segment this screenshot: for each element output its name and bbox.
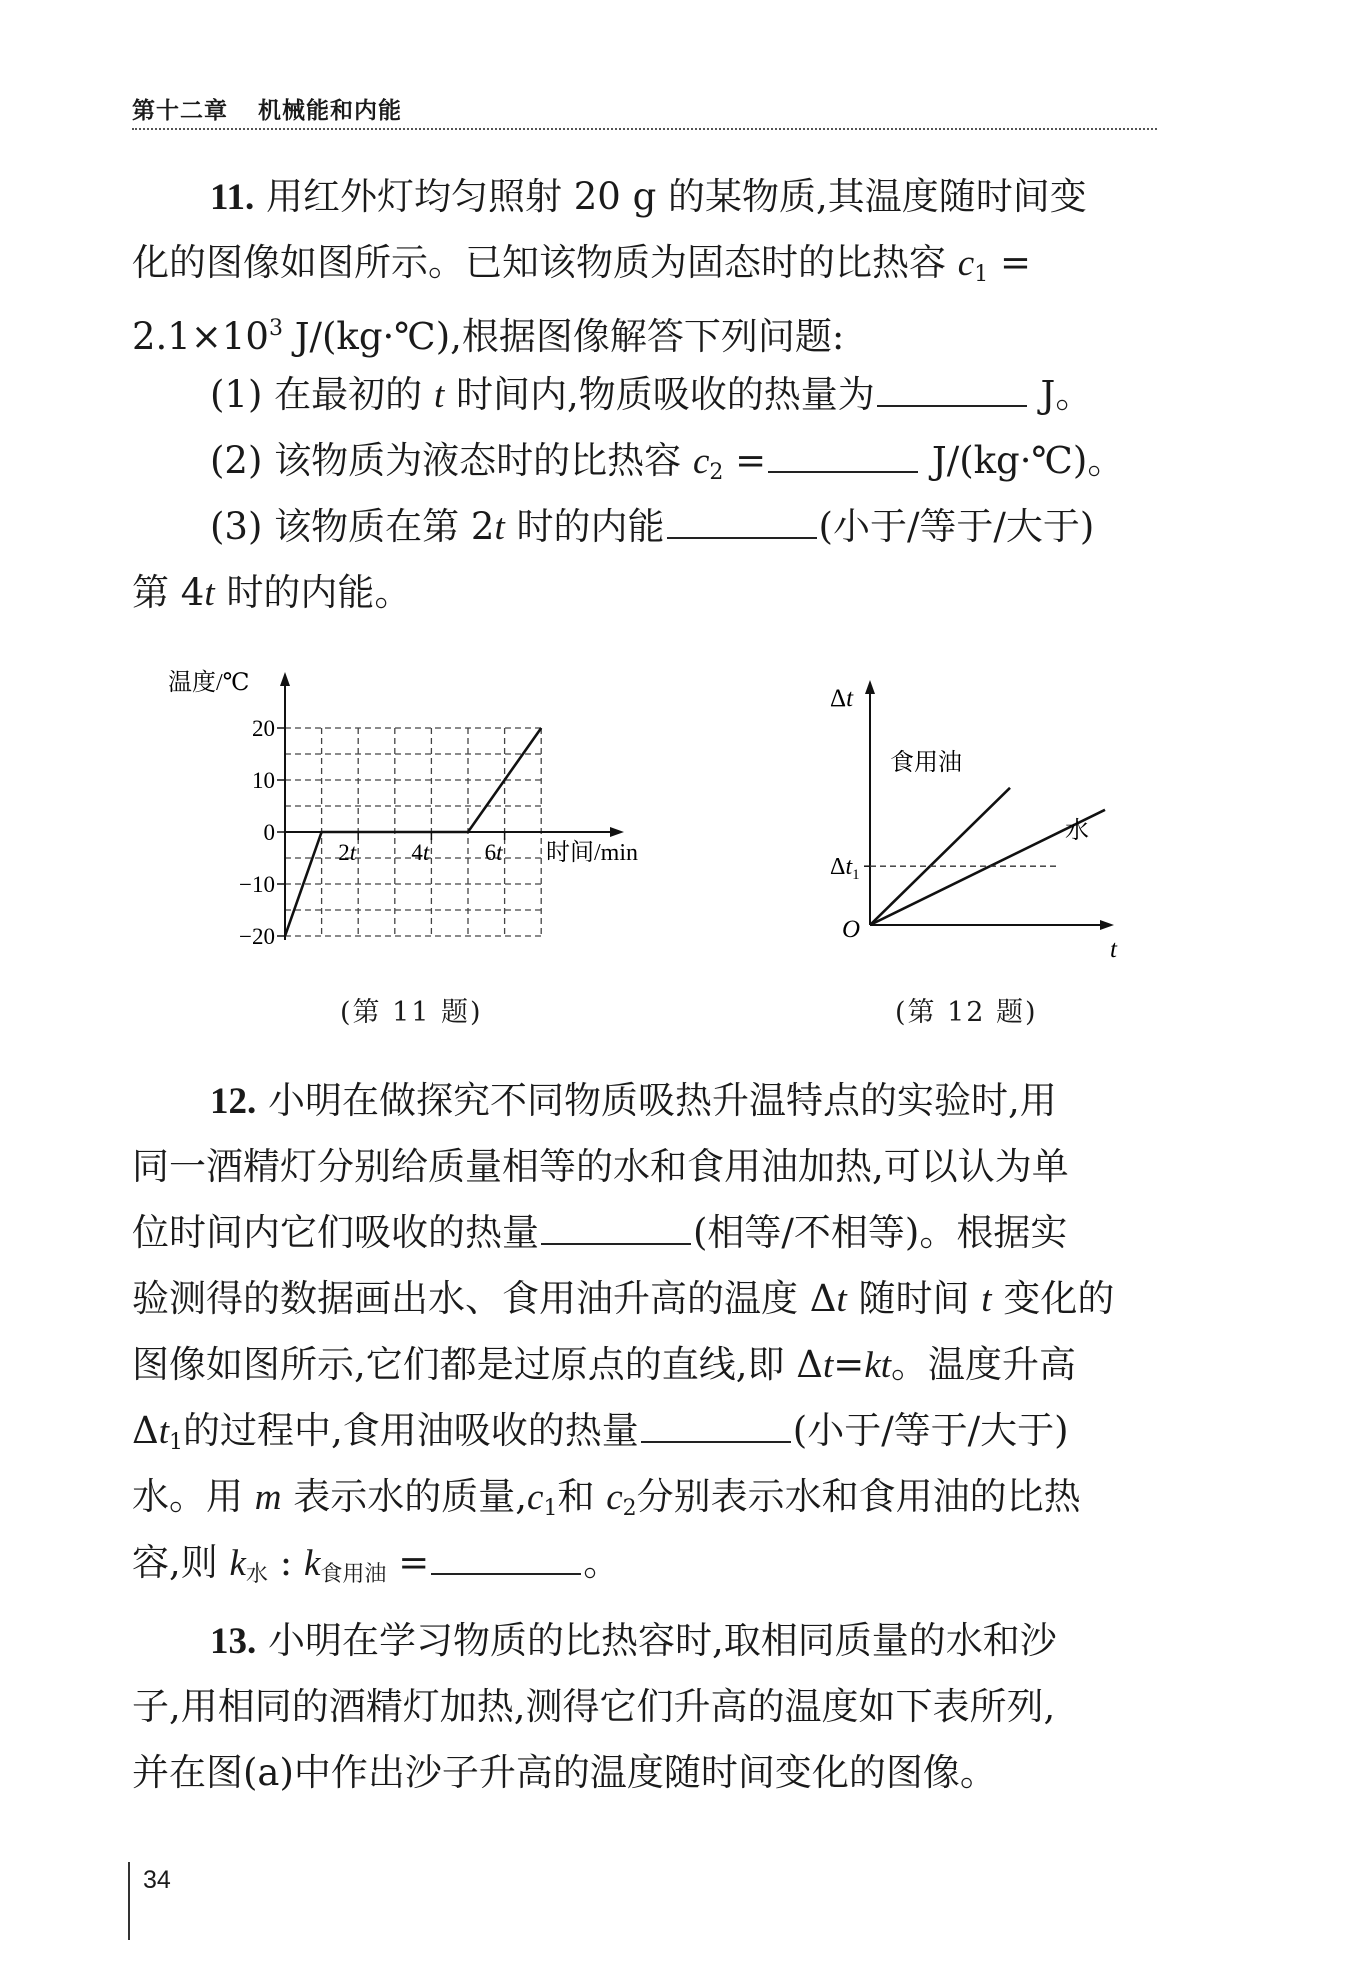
y-tick-label: 20	[252, 716, 275, 741]
y-axis-arrow	[865, 680, 875, 694]
y-tick-label: −20	[239, 924, 275, 949]
y-axis-label: Δt	[830, 685, 854, 712]
q11-line-1: 11. 用红外灯均匀照射 20 g 的某物质,其温度随时间变	[210, 175, 1087, 218]
q13-line-2: 子,用相同的酒精灯加热,测得它们升高的温度如下表所列,	[132, 1685, 1056, 1728]
q11-sub-1: (1) 在最初的 t 时间内,物质吸收的热量为 J。	[210, 373, 1093, 416]
figure-11-caption: (第 11 题)	[340, 997, 483, 1028]
delta-t1-label: $\Delta t_1$	[830, 854, 860, 884]
chapter-header	[132, 92, 402, 125]
figure-12-caption: (第 12 题)	[895, 997, 1038, 1028]
x-tick-label: 2t	[338, 840, 357, 865]
oil-line-label: 食用油	[890, 750, 962, 776]
x-axis-label: t	[1110, 936, 1117, 963]
x-axis-arrow	[1100, 920, 1114, 930]
question-13	[132, 1608, 1157, 1806]
x-axis-label: 时间/min	[546, 840, 639, 866]
y-tick-label: 10	[252, 768, 275, 793]
q12-line-5: 图像如图所示,它们都是过原点的直线,即 Δt=kt。温度升高	[132, 1343, 1077, 1386]
q11-number: 11.	[210, 177, 255, 218]
q13-line-1: 13. 小明在学习物质的比热容时,取相同质量的水和沙	[210, 1619, 1057, 1662]
header-divider	[132, 128, 1157, 130]
q12-number: 12.	[210, 1081, 257, 1122]
y-axis-label: 温度/℃	[168, 670, 250, 696]
y-axis-arrow	[280, 672, 290, 686]
origin-label: O	[842, 916, 861, 943]
temperature-time-chart	[150, 660, 710, 980]
answer-blank[interactable]	[667, 507, 817, 539]
q12-line-6: $\Delta t_1$的过程中,食用油吸收的热量 (小于/等于/大于)	[132, 1409, 1069, 1455]
q11-line-2: 化的图像如图所示。已知该物质为固态时的比热容 $c_1$ =	[132, 241, 1031, 287]
q11-sub-3-cont: 第 4t 时的内能。	[132, 571, 412, 614]
answer-blank[interactable]	[541, 1213, 691, 1245]
chapter-title: 机械能和内能	[258, 98, 402, 124]
answer-blank[interactable]	[877, 375, 1027, 407]
y-tick-label: 0	[263, 820, 275, 845]
water-line-label: 水	[1065, 818, 1089, 844]
x-tick-label: 6t	[484, 840, 503, 865]
q11-sub-2: (2) 该物质为液态时的比热容 $c_2$ = J/(kg·℃)。	[210, 439, 1125, 485]
page-number: 34	[143, 1866, 171, 1894]
x-axis-arrow	[610, 827, 624, 837]
q11-sub-3: (3) 该物质在第 2t 时的内能 (小于/等于/大于)	[210, 505, 1095, 548]
q11-line-3: $2.1\times 10^3$ J/(kg·℃),根据图像解答下列问题:	[132, 315, 845, 358]
question-11	[132, 164, 1157, 626]
oil-line	[870, 788, 1010, 925]
question-12	[132, 1068, 1157, 1596]
answer-blank[interactable]	[768, 441, 918, 473]
q12-line-3: 位时间内它们吸收的热量 (相等/不相等)。根据实	[132, 1211, 1068, 1254]
x-tick-label: 4t	[411, 840, 430, 865]
y-tick-label: −10	[239, 872, 275, 897]
q12-line-8: 容,则 $k_水$ : $k_{食用油}$ = 。	[132, 1541, 621, 1587]
chapter-number: 第十二章	[132, 98, 228, 124]
page-number-bar	[128, 1862, 130, 1940]
q13-line-3: 并在图(a)中作出沙子升高的温度随时间变化的图像。	[132, 1751, 997, 1794]
answer-blank[interactable]	[641, 1411, 791, 1443]
delta-t-time-chart	[820, 670, 1150, 970]
q12-line-1: 12. 小明在做探究不同物质吸热升温特点的实验时,用	[210, 1079, 1057, 1122]
q12-line-7: 水。用 m 表示水的质量$,c_1$和 $c_2$分别表示水和食用油的比热	[132, 1475, 1081, 1521]
q12-line-4: 验测得的数据画出水、食用油升高的温度 Δt 随时间 t 变化的	[132, 1277, 1115, 1320]
q13-number: 13.	[210, 1621, 257, 1662]
answer-blank[interactable]	[431, 1543, 581, 1575]
q12-line-2: 同一酒精灯分别给质量相等的水和食用油加热,可以认为单	[132, 1145, 1069, 1188]
